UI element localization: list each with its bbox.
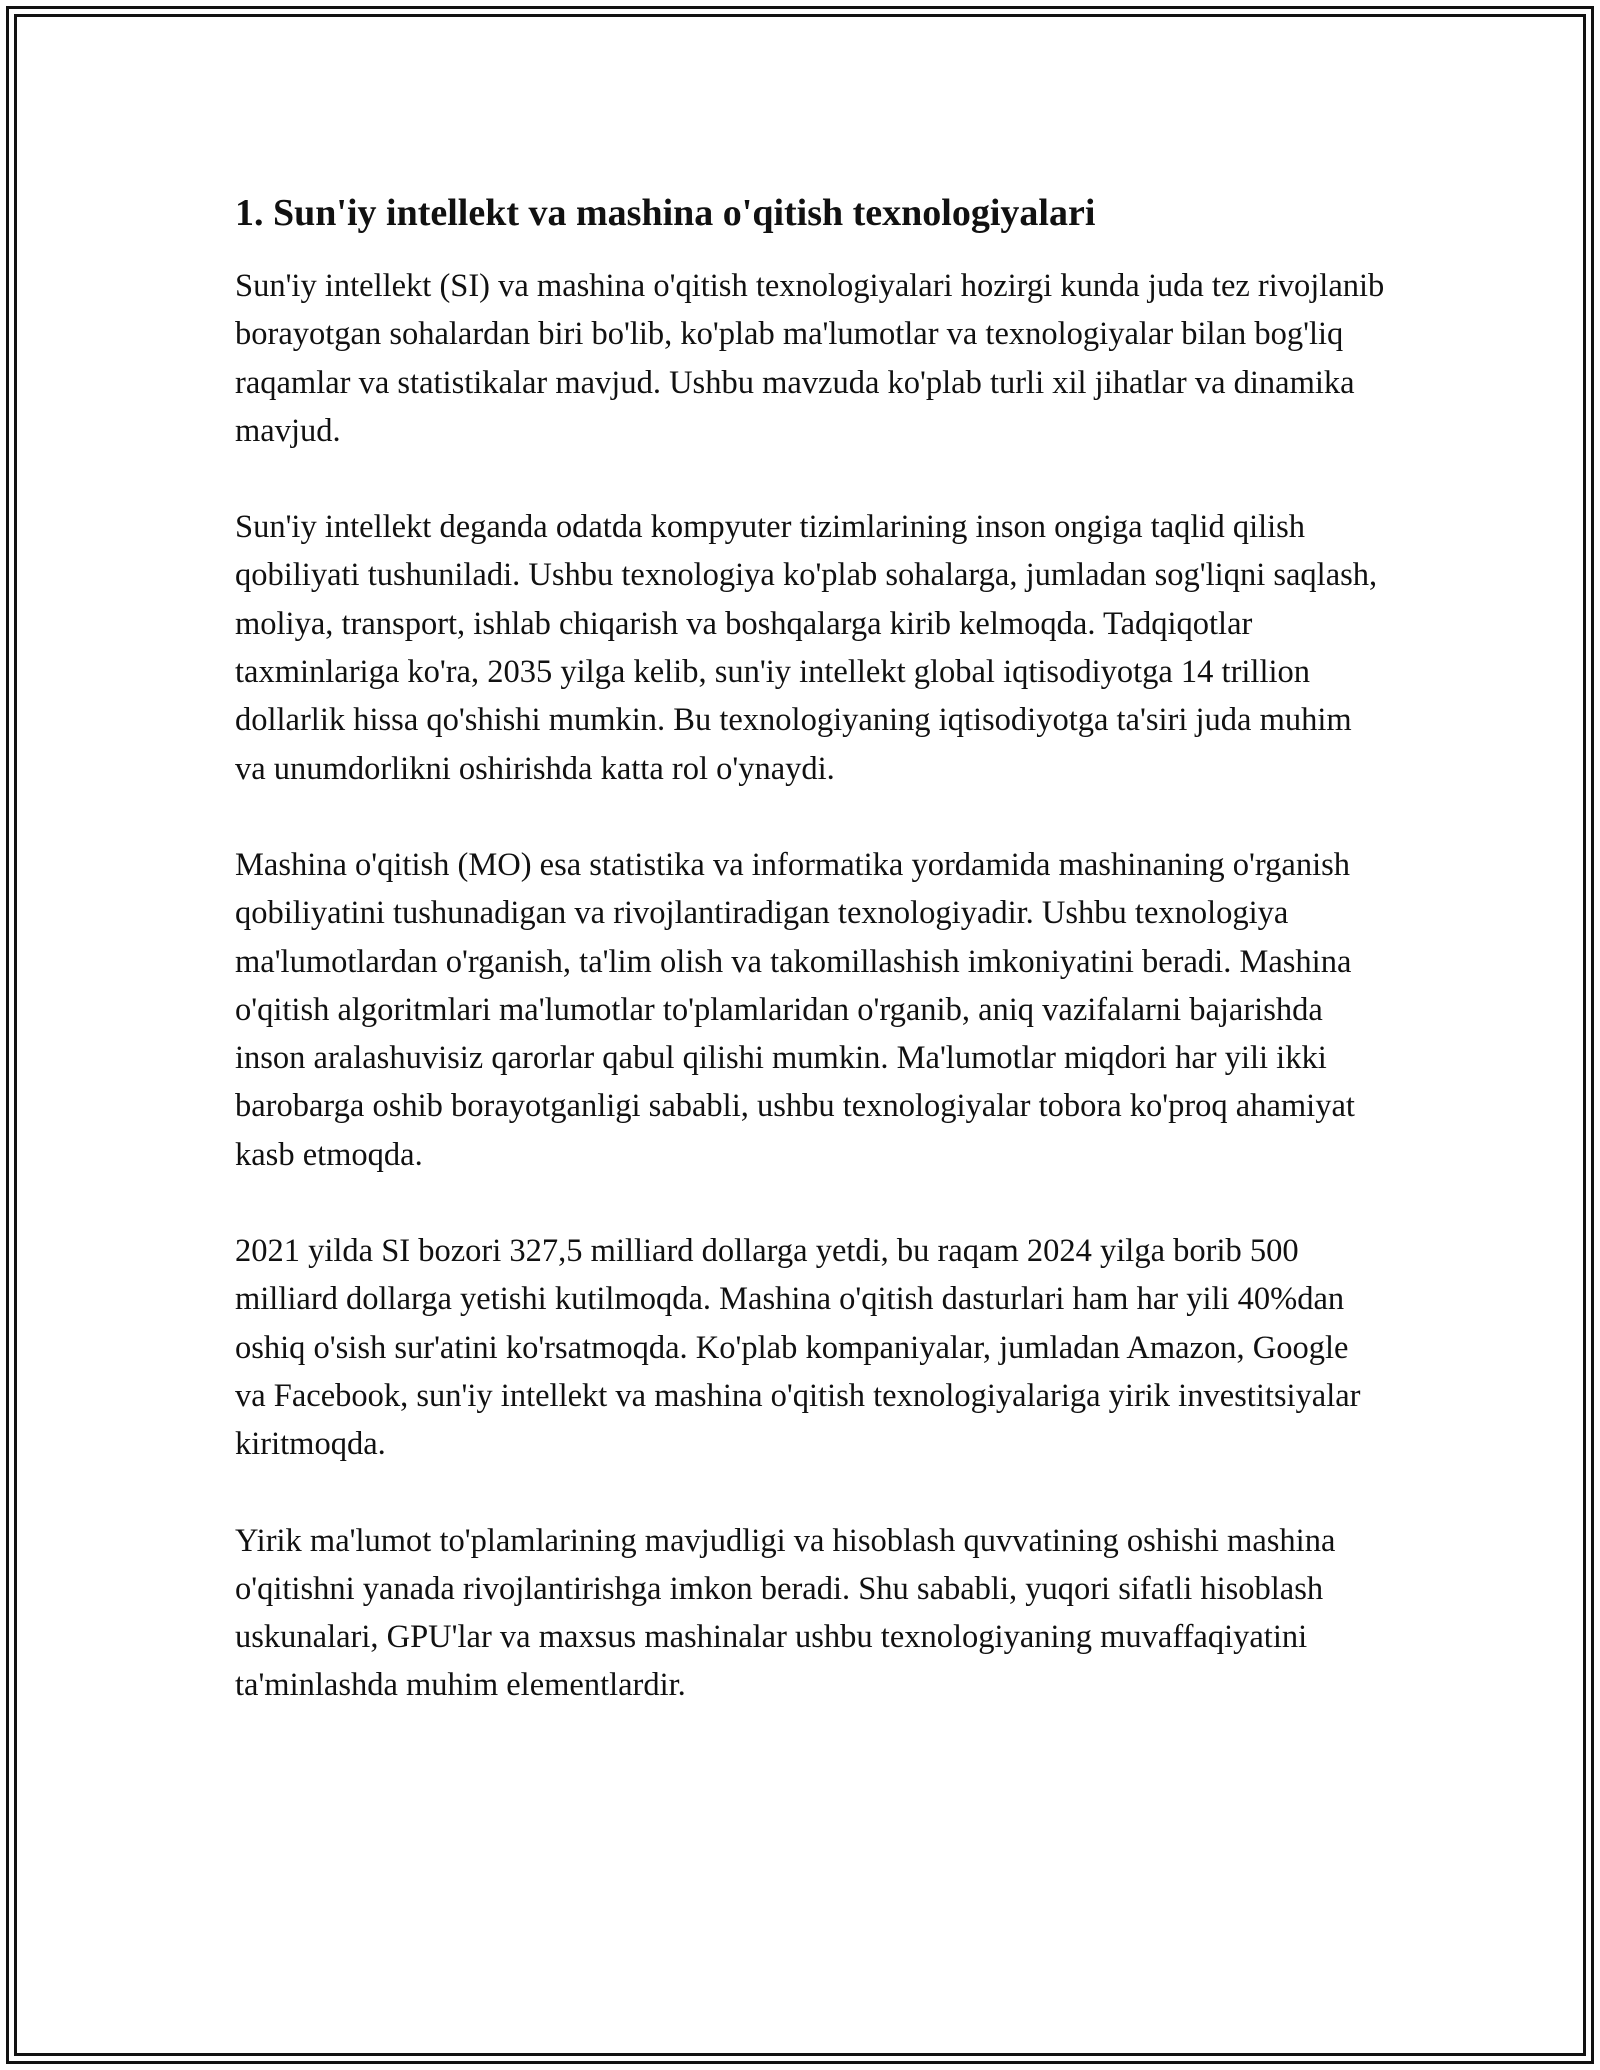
paragraph-intro: Sun'iy intellekt (SI) va mashina o'qitish texnologiyalari hozirgi kunda juda tez rivojlanib borayotgan sohalardan biri bo'lib, ko'plab ma'lumotlar va texnologiyalar bilan bog'liq raqamlar va statistikalar mavjud. Ushbu mavzuda ko'plab turli xil jihatlar va dinamika mavjud. [235, 268, 1385, 449]
paragraph-market-stats: 2021 yilda SI bozori 327,5 milliard dollarga yetdi, bu raqam 2024 yilga borib 500 milliard dollarga yetishi kutilmoqda. Mashina o'qitish dasturlari ham har yili 40%dan oshiq o'sish sur'atini ko'rsatmoqda. Ko'plab kompaniyalar, jumladan Amazon, Google va Facebook, sun'iy intellekt va mashina o'qitish texnologiyalariga yirik investitsiyalar kiritmoqda. [235, 1233, 1361, 1463]
paragraph-ml-definition: Mashina o'qitish (MO) esa statistika va informatika yordamida mashinaning o'rganish qobiliyatini tushunadigan va rivojlantiradigan texnologiyadir. Ushbu texnologiya ma'lumotlardan o'rganish, ta'lim olish va takomillashish imkoniyatini beradi. Mashina o'qitish algoritmlari ma'lumotlar to'plamlaridan o'rganib, aniq vazifalarni bajarishda inson aralashuvisiz qarorlar qabul qilishi mumkin. Ma'lumotlar miqdori har yili ikki barobarga oshib borayotganligi sababli, ushbu texnologiyalar tobora ko'proq ahamiyat kasb etmoqda. [235, 846, 1355, 1173]
paragraph-ai-definition: Sun'iy intellekt deganda odatda kompyuter tizimlarining inson ongiga taqlid qilish qobiliyati tushuniladi. Ushbu texnologiya ko'plab sohalarga, jumladan sog'liqni saqlash, moliya, transport, ishlab chiqarish va boshqalarga kirib kelmoqda. Tadqiqotlar taxminlariga ko'ra, 2035 yilga kelib, sun'iy intellekt global iqtisodiyotga 14 trillion dollarlik hissa qo'shishi mumkin. Bu texnologiyaning iqtisodiyotga ta'siri juda muhim va unumdorlikni oshirishda katta rol o'ynaydi. [235, 509, 1378, 787]
document-body [235, 188, 1385, 1710]
paragraph-computing-power: Yirik ma'lumot to'plamlarining mavjudligi va hisoblash quvvatining oshishi mashina o'qitishni yanada rivojlantirishga imkon beradi. Shu sababli, yuqori sifatli hisoblash uskunalari, GPU'lar va maxsus mashinalar ushbu texnologiyaning muvaffaqiyatini ta'minlashda muhim elementlardir. [235, 1522, 1336, 1704]
section-title: 1. Sun'iy intellekt va mashina o'qitish texnologiyalari [235, 192, 1096, 234]
